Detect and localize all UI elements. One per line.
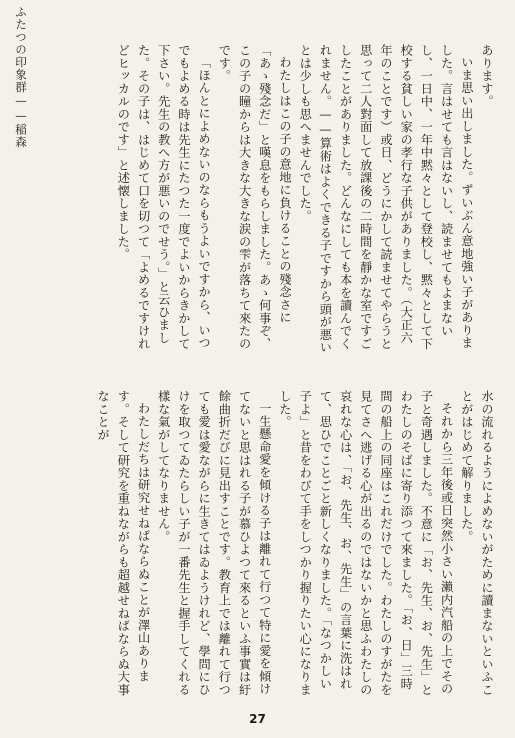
paragraph: あります。	[480, 44, 494, 108]
bottom-text-block	[93, 390, 497, 702]
paragraph: いま思い出しました。ずいぶん意地強い子がありました。言はせても言はないし、読ませてもよまないし、一日中、一年中黙々として登校し、黙々として下校する貧しい家の孝行な子供がありました。（大正六年のことです）或日、どうにかして読ませてやらうと思って二人對面して放課後の二時間を靜かな室ですごしたことがありました。どんなにしても本を讀んでくれません。——算術はよくできる子ですから頭が悪いとは少しも思へませんでした。	[298, 44, 474, 354]
paragraph: 「ほんとによめないのならもうよいですから、いつでもよめる時は先生にたつた一度でよいからきかして下さい。先生の教へ方が悪いのでせう。」と云ひました。その子は、はじめて口を切つて「よめるですけれどヒッカルのです」と述懐しました。	[116, 44, 212, 350]
paragraph: 一生懸命愛を傾ける子は離れて行つて特に愛を傾けてないと思はれる子が慕ひよつて來るといふ事實は紆餘曲折だびに見出すことです。教育上では離れて行つても愛は愛ながらに生きてはゐようけれど、學問にひけを取つてゐたらしい子が一番先生と握手してくれる樣な氣がしてなりません。	[156, 390, 272, 696]
paragraph: 水の流れるようによめないがために讀まないといふことがはじめて解りました。	[459, 390, 494, 696]
paragraph: わたしはこの子の意地に負けることの殘念さに「あゝ殘念だ」と嘆息をもらしました。あゝ何事ぞ、この子の瞳からは大きな大きな涙の雫が落ちて來たのです。	[217, 44, 292, 350]
paragraph: それから三年後或日突然小さい瀨内汽船の上でその子と奇遇しました。不意に「お、先生、お、先生」とわたしのそばに寄り添つて來ました。「お、日」三時間の船上の同座はこれだけでした。わたしのすがたを見てさへ逃げる心が出るのではないかと思ふわたしの哀れな心は、「お、先生、お、先生」の言葉に洗はれて、思ひでことごと新しくなりました。「なつかしい子よ」と昔をわびて手をしつかり握りたい心になりました。	[277, 390, 454, 696]
top-text-block	[113, 44, 497, 356]
running-header: ふたつの印象群——稲森	[14, 6, 28, 149]
paragraph: わたしだちは研究せねばならぬことが澤山あります。そして研究を重ねながらも超越せねばならぬ大事なことが	[96, 390, 151, 696]
page-number: 27	[249, 712, 266, 726]
